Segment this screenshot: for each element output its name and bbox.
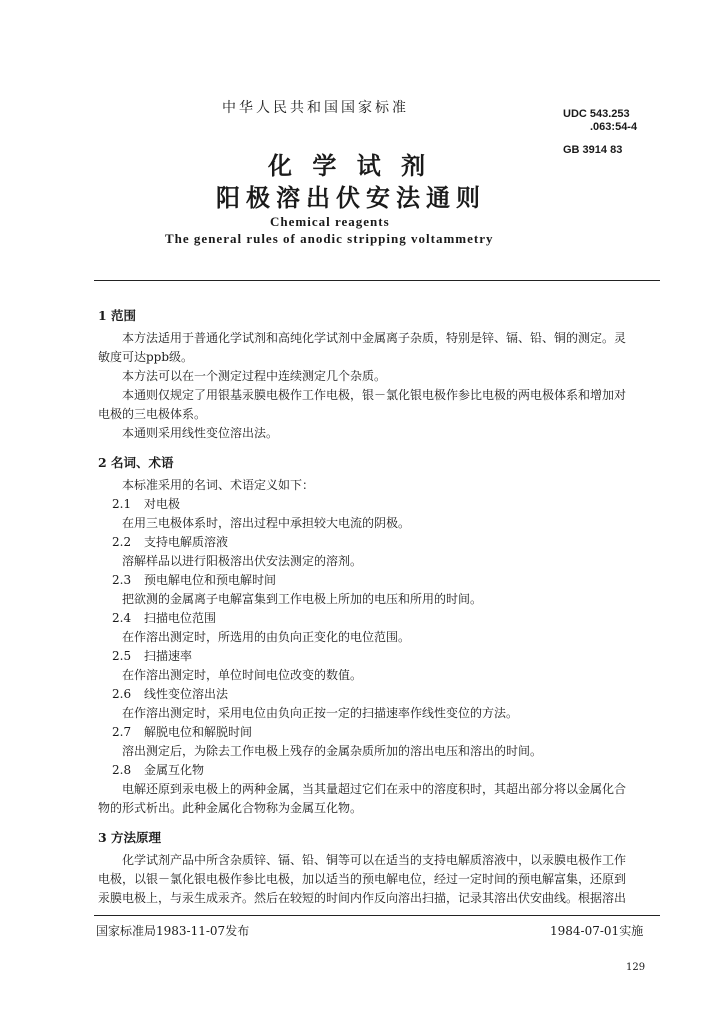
term-definition: 在作溶出测定时，单位时间电位改变的数值。 (122, 668, 363, 682)
section3-heading: 3 方法原理 (98, 830, 162, 845)
udc-code-line1: UDC 543.253 (563, 108, 630, 120)
term-name: 扫描速率 (144, 649, 193, 663)
term-number: 2.4 (112, 611, 132, 625)
section1-para4: 本通则采用线性变位溶出法。 (122, 426, 279, 440)
term-number: 2.5 (112, 649, 132, 663)
section1-para3-line1: 本通则仅规定了用银基汞膜电极作工作电极，银－氯化银电极作参比电极的两电极体系和增加对 (122, 388, 627, 402)
term-definition-continued: 物的形式析出。此种金属化合物称为金属互化物。 (98, 801, 363, 815)
section2-intro: 本标准采用的名词、术语定义如下： (122, 478, 315, 492)
term-number: 2.8 (112, 763, 132, 777)
term-definition: 在作溶出测定时，采用电位由负向正按一定的扫描速率作线性变位的方法。 (122, 706, 519, 720)
section3-line2: 电极，以银－氯化银电极作参比电极，加以适当的预电解电位，经过一定时间的预电解富集，还原到 (98, 872, 627, 886)
footer-divider (94, 915, 660, 916)
header-divider (94, 280, 660, 281)
section3-line1: 化学试剂产品中所含杂质锌、镉、铅、铜等可以在适当的支持电解质溶液中，以汞膜电极作工作 (122, 853, 627, 867)
term-name: 支持电解质溶液 (144, 535, 229, 549)
section1-heading: 1 范围 (98, 308, 137, 323)
issue-date: 国家标准局1983-11-07发布 (96, 924, 250, 938)
term-definition: 在用三电极体系时，溶出过程中承担较大电流的阴极。 (122, 516, 411, 530)
section2-heading: 2 名词、术语 (98, 455, 174, 470)
term-name: 扫描电位范围 (144, 611, 217, 625)
section1-para1-line2: 敏度可达ppb级。 (98, 350, 194, 364)
effective-date: 1984-07-01实施 (550, 924, 644, 938)
term-definition: 电解还原到汞电极上的两种金属，当其量超过它们在汞中的溶度积时，其超出部分将以金属化合 (122, 782, 627, 796)
term-name: 金属互化物 (144, 763, 205, 777)
term-definition: 溶出测定后，为除去工作电极上残存的金属杂质所加的溶出电压和溶出的时间。 (122, 744, 543, 758)
term-number: 2.7 (112, 725, 132, 739)
section3-line3: 汞膜电极上，与汞生成汞齐。然后在较短的时间内作反向溶出扫描，记录其溶出伏安曲线。根据溶出 (98, 891, 627, 905)
title-en-line2: The general rules of anodic stripping voltammetry (165, 231, 494, 246)
page-number: 129 (626, 962, 646, 973)
section1-para3-line2: 电极的三电极体系。 (98, 407, 207, 421)
term-number: 2.6 (112, 687, 132, 701)
term-number: 2.1 (112, 497, 132, 511)
term-name: 对电极 (144, 497, 181, 511)
title-en-line1: Chemical reagents (270, 214, 390, 229)
title-cn-line1: 化 学 试 剂 (268, 151, 432, 180)
term-name: 解脱电位和解脱时间 (144, 725, 253, 739)
gb-code: GB 3914 83 (563, 144, 623, 156)
standard-name: 中华人民共和国国家标准 (222, 100, 409, 116)
term-name: 线性变位溶出法 (144, 687, 229, 701)
term-definition: 把欲测的金属离子电解富集到工作电极上所加的电压和所用的时间。 (122, 592, 483, 606)
section1-para2: 本方法可以在一个测定过程中连续测定几个杂质。 (122, 369, 387, 383)
term-definition: 溶解样品以进行阳极溶出伏安法测定的溶剂。 (122, 554, 363, 568)
title-cn-line2: 阳极溶出伏安法通则 (216, 183, 486, 212)
term-number: 2.2 (112, 535, 132, 549)
term-number: 2.3 (112, 573, 132, 587)
term-definition: 在作溶出测定时，所选用的由负向正变化的电位范围。 (122, 630, 411, 644)
section1-para1-line1: 本方法适用于普通化学试剂和高纯化学试剂中金属离子杂质，特别是锌、镉、铅、铜的测定。灵 (122, 331, 627, 345)
term-name: 预电解电位和预电解时间 (144, 573, 277, 587)
udc-code-line2: .063:54-4 (590, 121, 638, 133)
